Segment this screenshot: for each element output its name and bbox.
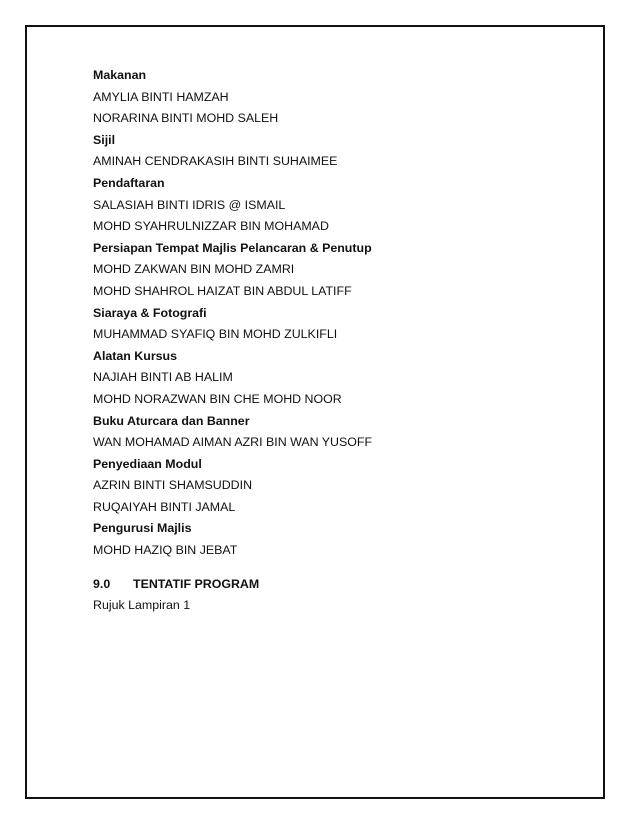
committee-heading-buku-aturcara: Buku Aturcara dan Banner: [93, 413, 250, 428]
committee-member: MUHAMMAD SYAFIQ BIN MOHD ZULKIFLI: [93, 327, 338, 342]
committee-member: AMINAH CENDRAKASIH BINTI SUHAIMEE: [93, 154, 338, 169]
committee-member: RUQAIYAH BINTI JAMAL: [93, 499, 236, 514]
committee-heading-alatan: Alatan Kursus: [93, 348, 177, 363]
committee-member: MOHD ZAKWAN BIN MOHD ZAMRI: [93, 262, 295, 277]
committee-heading-sijil: Sijil: [93, 132, 116, 147]
committee-member: NORARINA BINTI MOHD SALEH: [93, 111, 279, 126]
committee-member: SALASIAH BINTI IDRIS @ ISMAIL: [93, 197, 286, 212]
section-title: TENTATIF PROGRAM: [133, 576, 260, 591]
committee-heading-persiapan: Persiapan Tempat Majlis Pelancaran & Penutup: [93, 240, 372, 255]
committee-heading-pengurusi: Pengurusi Majlis: [93, 521, 192, 536]
committee-heading-makanan: Makanan: [93, 68, 147, 82]
section-heading: [93, 574, 593, 596]
section-number: 9.0: [93, 576, 111, 591]
committee-heading-modul: Penyediaan Modul: [93, 456, 202, 471]
committee-heading-pendaftaran: Pendaftaran: [93, 175, 165, 190]
committee-member: MOHD SYAHRULNIZZAR BIN MOHAMAD: [93, 219, 329, 234]
committee-member: MOHD NORAZWAN BIN CHE MOHD NOOR: [93, 391, 342, 406]
committee-member: MOHD SHAHROL HAIZAT BIN ABDUL LATIFF: [93, 283, 352, 298]
committee-member: MOHD HAZIQ BIN JEBAT: [93, 543, 238, 558]
section-body: Rujuk Lampiran 1: [93, 598, 191, 613]
committee-heading-siaraya: Siaraya & Fotografi: [93, 305, 207, 320]
committee-member: AZRIN BINTI SHAMSUDDIN: [93, 478, 253, 493]
committee-member: NAJIAH BINTI AB HALIM: [93, 370, 233, 385]
committee-member: WAN MOHAMAD AIMAN AZRI BIN WAN YUSOFF: [93, 435, 373, 450]
document-content: [93, 65, 593, 617]
committee-member: AMYLIA BINTI HAMZAH: [93, 89, 229, 104]
